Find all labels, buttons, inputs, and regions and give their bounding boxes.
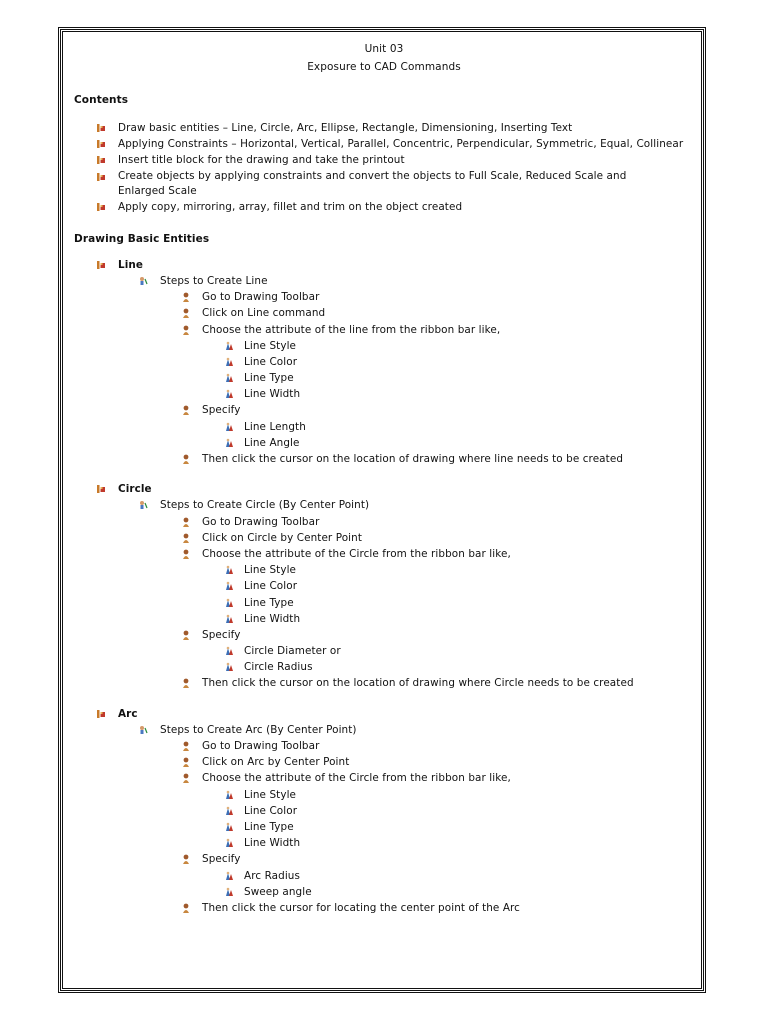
- person-icon: [181, 325, 191, 335]
- attribute-item: Line Color: [74, 354, 694, 370]
- bookmark-icon: [96, 709, 106, 719]
- person-icon: [181, 533, 191, 543]
- spec-item: Line Angle: [74, 435, 694, 451]
- people-icon: [224, 438, 234, 448]
- step-item: Go to Drawing Toolbar: [74, 289, 694, 305]
- step-item: Choose the attribute of the line from the ribbon bar like,: [74, 322, 694, 338]
- people-icon: [224, 871, 234, 881]
- people-icon: [224, 581, 234, 591]
- spec-item: Circle Diameter or: [74, 643, 694, 659]
- step-item: Go to Drawing Toolbar: [74, 738, 694, 754]
- people-icon: [224, 422, 234, 432]
- entity-title-line: Line: [74, 257, 694, 273]
- people-icon: [224, 887, 234, 897]
- spec-item: Arc Radius: [74, 868, 694, 884]
- person-pointer-icon: [138, 276, 148, 286]
- attribute-item: Line Width: [74, 835, 694, 851]
- attribute-item: Line Style: [74, 562, 694, 578]
- arc-section: [74, 706, 694, 916]
- step-item: Specify: [74, 627, 694, 643]
- people-icon: [224, 341, 234, 351]
- attribute-item: Line Type: [74, 370, 694, 386]
- circle-section: [74, 481, 694, 691]
- basic-entities-heading: Drawing Basic Entities: [74, 232, 210, 245]
- people-icon: [224, 614, 234, 624]
- steps-title: Steps to Create Arc (By Center Point): [74, 722, 694, 738]
- people-icon: [224, 389, 234, 399]
- step-item: Go to Drawing Toolbar: [74, 514, 694, 530]
- person-icon: [181, 517, 191, 527]
- steps-title: Steps to Create Line: [74, 273, 694, 289]
- person-pointer-icon: [138, 725, 148, 735]
- document-header: [74, 40, 694, 76]
- people-icon: [224, 790, 234, 800]
- list-item: Draw basic entities – Line, Circle, Arc, Ellipse, Rectangle, Dimensioning, Inserting Text: [74, 120, 694, 136]
- person-icon: [181, 405, 191, 415]
- spec-item: Circle Radius: [74, 659, 694, 675]
- step-item: Then click the cursor on the location of drawing where Circle needs to be created: [74, 675, 694, 691]
- attribute-item: Line Color: [74, 578, 694, 594]
- contents-list: [74, 120, 694, 215]
- attribute-item: Line Type: [74, 595, 694, 611]
- document-body: [74, 40, 694, 916]
- people-icon: [224, 822, 234, 832]
- step-item: Choose the attribute of the Circle from the ribbon bar like,: [74, 770, 694, 786]
- spec-item: Sweep angle: [74, 884, 694, 900]
- people-icon: [224, 373, 234, 383]
- attribute-item: Line Style: [74, 338, 694, 354]
- step-item: Specify: [74, 851, 694, 867]
- people-icon: [224, 806, 234, 816]
- bookmark-icon: [96, 172, 106, 182]
- bookmark-icon: [96, 202, 106, 212]
- page-title: Exposure to CAD Commands: [307, 61, 461, 73]
- steps-title: Steps to Create Circle (By Center Point): [74, 497, 694, 513]
- person-icon: [181, 292, 191, 302]
- attribute-item: Line Width: [74, 611, 694, 627]
- contents-heading: Contents: [74, 94, 129, 106]
- person-icon: [181, 773, 191, 783]
- person-icon: [181, 454, 191, 464]
- list-item: Applying Constraints – Horizontal, Vertical, Parallel, Concentric, Perpendicular, Symmetric, Equal, Collinear: [74, 136, 694, 152]
- step-item: Then click the cursor on the location of drawing where line needs to be created: [74, 451, 694, 467]
- person-icon: [181, 630, 191, 640]
- bookmark-icon: [96, 155, 106, 165]
- step-item: Click on Line command: [74, 305, 694, 321]
- people-icon: [224, 646, 234, 656]
- attribute-item: Line Color: [74, 803, 694, 819]
- people-icon: [224, 838, 234, 848]
- people-icon: [224, 598, 234, 608]
- bookmark-icon: [96, 139, 106, 149]
- step-item: Click on Arc by Center Point: [74, 754, 694, 770]
- bookmark-icon: [96, 260, 106, 270]
- people-icon: [224, 662, 234, 672]
- person-icon: [181, 678, 191, 688]
- person-icon: [181, 549, 191, 559]
- line-section: [74, 257, 694, 467]
- people-icon: [224, 357, 234, 367]
- spec-item: Line Length: [74, 419, 694, 435]
- unit-label: Unit 03: [364, 43, 404, 55]
- step-item: Choose the attribute of the Circle from the ribbon bar like,: [74, 546, 694, 562]
- person-pointer-icon: [138, 500, 148, 510]
- person-icon: [181, 741, 191, 751]
- person-icon: [181, 757, 191, 767]
- attribute-item: Line Width: [74, 386, 694, 402]
- bookmark-icon: [96, 123, 106, 133]
- bookmark-icon: [96, 484, 106, 494]
- list-item: Apply copy, mirroring, array, fillet and trim on the object created: [74, 199, 694, 215]
- entity-title-circle: Circle: [74, 481, 694, 497]
- person-icon: [181, 903, 191, 913]
- entity-title-arc: Arc: [74, 706, 694, 722]
- step-item: Click on Circle by Center Point: [74, 530, 694, 546]
- person-icon: [181, 854, 191, 864]
- people-icon: [224, 565, 234, 575]
- attribute-item: Line Type: [74, 819, 694, 835]
- person-icon: [181, 308, 191, 318]
- step-item: Specify: [74, 402, 694, 418]
- step-item: Then click the cursor for locating the center point of the Arc: [74, 900, 694, 916]
- attribute-item: Line Style: [74, 787, 694, 803]
- list-item: Create objects by applying constraints and convert the objects to Full Scale, Reduced Scale and Enlarged Scale: [74, 169, 694, 199]
- list-item: Insert title block for the drawing and take the printout: [74, 152, 694, 168]
